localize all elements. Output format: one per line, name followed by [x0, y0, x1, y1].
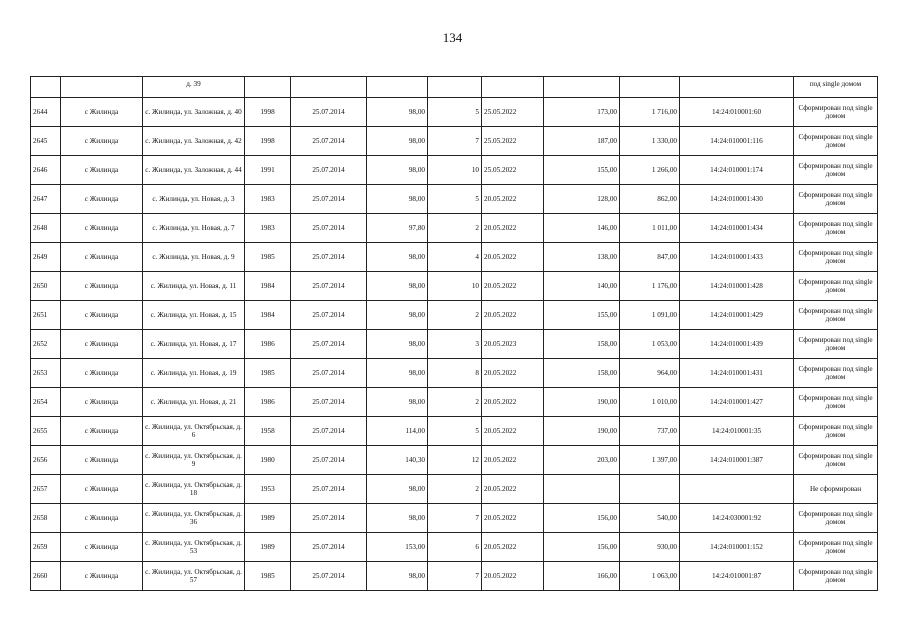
cell-status: Сформирован под single домом [794, 301, 878, 330]
cell-num: 2659 [31, 533, 61, 562]
cell-locality [61, 77, 143, 98]
cell-locality: с Жилинда [61, 98, 143, 127]
table-row [31, 417, 878, 446]
cell-cadastral: 14:24:010001:434 [680, 214, 794, 243]
address-text: д. 39 [186, 80, 201, 88]
cell-num: 2648 [31, 214, 61, 243]
cell-locality: с Жилинда [61, 388, 143, 417]
cell-address: с. Жилинда, ул. Новая, д. 19 [143, 359, 245, 388]
cell-date2 [482, 77, 544, 98]
cell-address: с. Жилинда, ул. Заложная, д. 42 [143, 127, 245, 156]
cell-cadastral: 14:24:010001:439 [680, 330, 794, 359]
cell-status: Сформирован под single домом [794, 185, 878, 214]
cell-locality: с Жилинда [61, 156, 143, 185]
table-row [31, 272, 878, 301]
cell-cadastral: 14:24:030001:92 [680, 504, 794, 533]
cell-address: с. Жилинда, ул. Новая, д. 17 [143, 330, 245, 359]
cell-value-2: 1 010,00 [620, 388, 680, 417]
cell-count: 2 [428, 475, 482, 504]
cell-cadastral [680, 77, 794, 98]
cell-locality: с Жилинда [61, 417, 143, 446]
cell-date: 25.07.2014 [291, 475, 367, 504]
cell-count: 2 [428, 214, 482, 243]
cell-year: 1980 [245, 446, 291, 475]
cell-date2: 20.05.2022 [482, 475, 544, 504]
cell-value-1: 158,00 [544, 330, 620, 359]
cell-area: 153,00 [367, 533, 428, 562]
cell-year: 1953 [245, 475, 291, 504]
cell-value-2: 930,00 [620, 533, 680, 562]
cell-status: Сформирован под single домом [794, 446, 878, 475]
cell-num: 2658 [31, 504, 61, 533]
table-row [31, 98, 878, 127]
cell-locality: с Жилинда [61, 272, 143, 301]
cell-address: с. Жилинда, ул. Новая, д. 7 [143, 214, 245, 243]
cell-count: 10 [428, 156, 482, 185]
cell-value-2: 1 053,00 [620, 330, 680, 359]
cell-status: Сформирован под single домом [794, 417, 878, 446]
cell-address: с. Жилинда, ул. Заложная, д. 40 [143, 98, 245, 127]
cell-count: 5 [428, 417, 482, 446]
cell-date: 25.07.2014 [291, 156, 367, 185]
cell-date: 25.07.2014 [291, 301, 367, 330]
cell-year: 1986 [245, 388, 291, 417]
cell-address: с. Жилинда, ул. Октябрьская, д. 36 [143, 504, 245, 533]
cell-value-2: 1 091,00 [620, 301, 680, 330]
cell-address: с. Жилинда, ул. Октябрьская, д. 18 [143, 475, 245, 504]
cell-locality: с Жилинда [61, 359, 143, 388]
cell-status: Сформирован под single домом [794, 388, 878, 417]
cell-area: 98,00 [367, 156, 428, 185]
cell-num: 2650 [31, 272, 61, 301]
cell-num: 2653 [31, 359, 61, 388]
cell-status: Сформирован под single домом [794, 127, 878, 156]
cell-value-2: 1 063,00 [620, 562, 680, 591]
cell-date: 25.07.2014 [291, 562, 367, 591]
cell-locality: с Жилинда [61, 446, 143, 475]
cell-value-2 [620, 77, 680, 98]
cell-status: Сформирован под single домом [794, 243, 878, 272]
cell-num: 2651 [31, 301, 61, 330]
cell-value-1: 140,00 [544, 272, 620, 301]
cell-cadastral: 14:24:010001:87 [680, 562, 794, 591]
cell-year: 1998 [245, 98, 291, 127]
cell-date: 25.07.2014 [291, 272, 367, 301]
cell-value-1: 155,00 [544, 156, 620, 185]
cell-count: 8 [428, 359, 482, 388]
cell-date: 25.07.2014 [291, 417, 367, 446]
cell-date: 25.07.2014 [291, 214, 367, 243]
cell-year: 1986 [245, 330, 291, 359]
cell-area [367, 77, 428, 98]
cell-area: 140,30 [367, 446, 428, 475]
cell-num: 2660 [31, 562, 61, 591]
cell-num: 2652 [31, 330, 61, 359]
cell-area: 98,00 [367, 243, 428, 272]
cell-area: 98,00 [367, 475, 428, 504]
cell-date: 25.07.2014 [291, 98, 367, 127]
cell-area: 98,00 [367, 127, 428, 156]
cell-date: 25.07.2014 [291, 446, 367, 475]
table-row [31, 388, 878, 417]
cell-num: 2645 [31, 127, 61, 156]
cell-address: с. Жилинда, ул. Октябрьская, д. 53 [143, 533, 245, 562]
cell-year: 1983 [245, 185, 291, 214]
cell-date2: 20.05.2022 [482, 562, 544, 591]
cell-date2: 25.05.2022 [482, 127, 544, 156]
cell-date [291, 77, 367, 98]
page-number: 134 [442, 30, 463, 45]
cell-area: 98,00 [367, 272, 428, 301]
cell-value-1: 166,00 [544, 562, 620, 591]
cell-count [428, 77, 482, 98]
cell-address: с. Жилинда, ул. Новая, д. 21 [143, 388, 245, 417]
cell-status: Сформирован под single домом [794, 533, 878, 562]
cell-locality: с Жилинда [61, 562, 143, 591]
cell-date: 25.07.2014 [291, 330, 367, 359]
cell-num: 2644 [31, 98, 61, 127]
cell-area: 98,00 [367, 98, 428, 127]
cell-address [143, 77, 245, 98]
cell-count: 4 [428, 243, 482, 272]
cell-count: 7 [428, 504, 482, 533]
cell-value-2: 1 176,00 [620, 272, 680, 301]
cell-date2: 20.05.2022 [482, 417, 544, 446]
cell-value-1: 158,00 [544, 359, 620, 388]
cell-value-1: 190,00 [544, 417, 620, 446]
cell-area: 98,00 [367, 301, 428, 330]
cell-area: 98,00 [367, 562, 428, 591]
table-row [31, 533, 878, 562]
cell-num: 2649 [31, 243, 61, 272]
cell-area: 98,00 [367, 388, 428, 417]
cell-year: 1985 [245, 562, 291, 591]
cell-status: Сформирован под single домом [794, 330, 878, 359]
cell-count: 5 [428, 185, 482, 214]
cell-date2: 20.05.2022 [482, 185, 544, 214]
cell-count: 7 [428, 127, 482, 156]
table-row [31, 185, 878, 214]
cell-num: 2647 [31, 185, 61, 214]
cell-value-1: 187,00 [544, 127, 620, 156]
cell-value-2: 1 266,00 [620, 156, 680, 185]
cell-address: с. Жилинда, ул. Новая, д. 3 [143, 185, 245, 214]
cell-date2: 20.05.2022 [482, 359, 544, 388]
cell-year: 1991 [245, 156, 291, 185]
table-row [31, 301, 878, 330]
cell-area: 114,00 [367, 417, 428, 446]
cell-address: с. Жилинда, ул. Новая, д. 15 [143, 301, 245, 330]
table-row [31, 475, 878, 504]
cell-cadastral: 14:24:010001:427 [680, 388, 794, 417]
cell-year [245, 77, 291, 98]
cell-num: 2655 [31, 417, 61, 446]
cell-value-1: 173,00 [544, 98, 620, 127]
cell-address: с. Жилинда, ул. Октябрьская, д. 57 [143, 562, 245, 591]
cell-cadastral: 14:24:010001:116 [680, 127, 794, 156]
cell-value-1 [544, 475, 620, 504]
cell-locality: с Жилинда [61, 330, 143, 359]
cell-address: с. Жилинда, ул. Новая, д. 9 [143, 243, 245, 272]
cell-value-2: 737,00 [620, 417, 680, 446]
cell-count: 3 [428, 330, 482, 359]
cell-count: 2 [428, 388, 482, 417]
cell-count: 10 [428, 272, 482, 301]
cell-year: 1985 [245, 243, 291, 272]
cell-date: 25.07.2014 [291, 388, 367, 417]
cell-cadastral: 14:24:010001:152 [680, 533, 794, 562]
cell-count: 2 [428, 301, 482, 330]
table-row-continued [31, 77, 878, 98]
cell-num: 2656 [31, 446, 61, 475]
cell-cadastral: 14:24:010001:35 [680, 417, 794, 446]
cell-status: Сформирован под single домом [794, 98, 878, 127]
cell-year: 1998 [245, 127, 291, 156]
cell-value-2: 964,00 [620, 359, 680, 388]
table-row [31, 446, 878, 475]
cell-date2: 20.05.2022 [482, 504, 544, 533]
cell-value-1: 203,00 [544, 446, 620, 475]
cell-value-2: 847,00 [620, 243, 680, 272]
cell-status [794, 77, 878, 98]
cell-value-2 [620, 475, 680, 504]
table-row [31, 127, 878, 156]
cell-area: 97,80 [367, 214, 428, 243]
cell-value-1: 155,00 [544, 301, 620, 330]
cell-year: 1989 [245, 504, 291, 533]
cell-value-1: 156,00 [544, 533, 620, 562]
cell-locality: с Жилинда [61, 533, 143, 562]
cell-date2: 25.05.2022 [482, 156, 544, 185]
cell-year: 1958 [245, 417, 291, 446]
cell-value-2: 1 397,00 [620, 446, 680, 475]
cell-value-2: 540,00 [620, 504, 680, 533]
cell-area: 98,00 [367, 359, 428, 388]
cell-value-1: 128,00 [544, 185, 620, 214]
cell-cadastral: 14:24:010001:60 [680, 98, 794, 127]
cell-count: 5 [428, 98, 482, 127]
cell-value-2: 1 330,00 [620, 127, 680, 156]
cell-cadastral: 14:24:010001:428 [680, 272, 794, 301]
cell-locality: с Жилинда [61, 185, 143, 214]
cell-address: с. Жилинда, ул. Новая, д. 11 [143, 272, 245, 301]
cell-status: Не сформирован [794, 475, 878, 504]
cell-num: 2657 [31, 475, 61, 504]
cell-status: Сформирован под single домом [794, 156, 878, 185]
cell-value-2: 1 011,00 [620, 214, 680, 243]
cell-cadastral: 14:24:010001:174 [680, 156, 794, 185]
cell-locality: с Жилинда [61, 214, 143, 243]
cell-value-2: 862,00 [620, 185, 680, 214]
table-row [31, 330, 878, 359]
cell-value-1: 146,00 [544, 214, 620, 243]
registry-table [30, 76, 878, 591]
status-text: под single домом [809, 80, 862, 88]
cell-num [31, 77, 61, 98]
cell-year: 1985 [245, 359, 291, 388]
cell-year: 1984 [245, 272, 291, 301]
cell-value-1: 138,00 [544, 243, 620, 272]
cell-date: 25.07.2014 [291, 504, 367, 533]
cell-locality: с Жилинда [61, 301, 143, 330]
cell-locality: с Жилинда [61, 475, 143, 504]
cell-area: 98,00 [367, 330, 428, 359]
cell-date: 25.07.2014 [291, 533, 367, 562]
cell-num: 2654 [31, 388, 61, 417]
cell-date: 25.07.2014 [291, 127, 367, 156]
cell-locality: с Жилинда [61, 504, 143, 533]
cell-area: 98,00 [367, 185, 428, 214]
cell-value-1 [544, 77, 620, 98]
cell-date: 25.07.2014 [291, 185, 367, 214]
cell-date2: 20.05.2022 [482, 446, 544, 475]
cell-date: 25.07.2014 [291, 359, 367, 388]
cell-date2: 20.05.2022 [482, 243, 544, 272]
cell-date2: 20.05.2023 [482, 330, 544, 359]
cell-date: 25.07.2014 [291, 243, 367, 272]
cell-num: 2646 [31, 156, 61, 185]
cell-address: с. Жилинда, ул. Октябрьская, д. 9 [143, 446, 245, 475]
cell-area: 98,00 [367, 504, 428, 533]
table-row [31, 504, 878, 533]
cell-locality: с Жилинда [61, 127, 143, 156]
table-row [31, 214, 878, 243]
cell-date2: 25.05.2022 [482, 98, 544, 127]
cell-date2: 20.05.2022 [482, 272, 544, 301]
cell-date2: 20.05.2022 [482, 301, 544, 330]
cell-count: 12 [428, 446, 482, 475]
cell-date2: 20.05.2022 [482, 533, 544, 562]
cell-status: Сформирован под single домом [794, 504, 878, 533]
cell-count: 7 [428, 562, 482, 591]
cell-status: Сформирован под single домом [794, 272, 878, 301]
cell-date2: 20.05.2022 [482, 214, 544, 243]
cell-locality: с Жилинда [61, 243, 143, 272]
table-row [31, 359, 878, 388]
table-row [31, 562, 878, 591]
cell-value-1: 190,00 [544, 388, 620, 417]
cell-year: 1983 [245, 214, 291, 243]
cell-count: 6 [428, 533, 482, 562]
table-row [31, 156, 878, 185]
cell-address: с. Жилинда, ул. Октябрьская, д. 6 [143, 417, 245, 446]
cell-cadastral: 14:24:010001:429 [680, 301, 794, 330]
cell-date2: 20.05.2022 [482, 388, 544, 417]
cell-cadastral [680, 475, 794, 504]
cell-status: Сформирован под single домом [794, 562, 878, 591]
cell-cadastral: 14:24:010001:430 [680, 185, 794, 214]
cell-year: 1984 [245, 301, 291, 330]
cell-value-1: 156,00 [544, 504, 620, 533]
cell-cadastral: 14:24:010001:431 [680, 359, 794, 388]
cell-status: Сформирован под single домом [794, 359, 878, 388]
cell-cadastral: 14:24:010001:433 [680, 243, 794, 272]
cell-cadastral: 14:24:010001:387 [680, 446, 794, 475]
table-row [31, 243, 878, 272]
cell-status: Сформирован под single домом [794, 214, 878, 243]
cell-value-2: 1 716,00 [620, 98, 680, 127]
cell-address: с. Жилинда, ул. Заложная, д. 44 [143, 156, 245, 185]
cell-year: 1989 [245, 533, 291, 562]
